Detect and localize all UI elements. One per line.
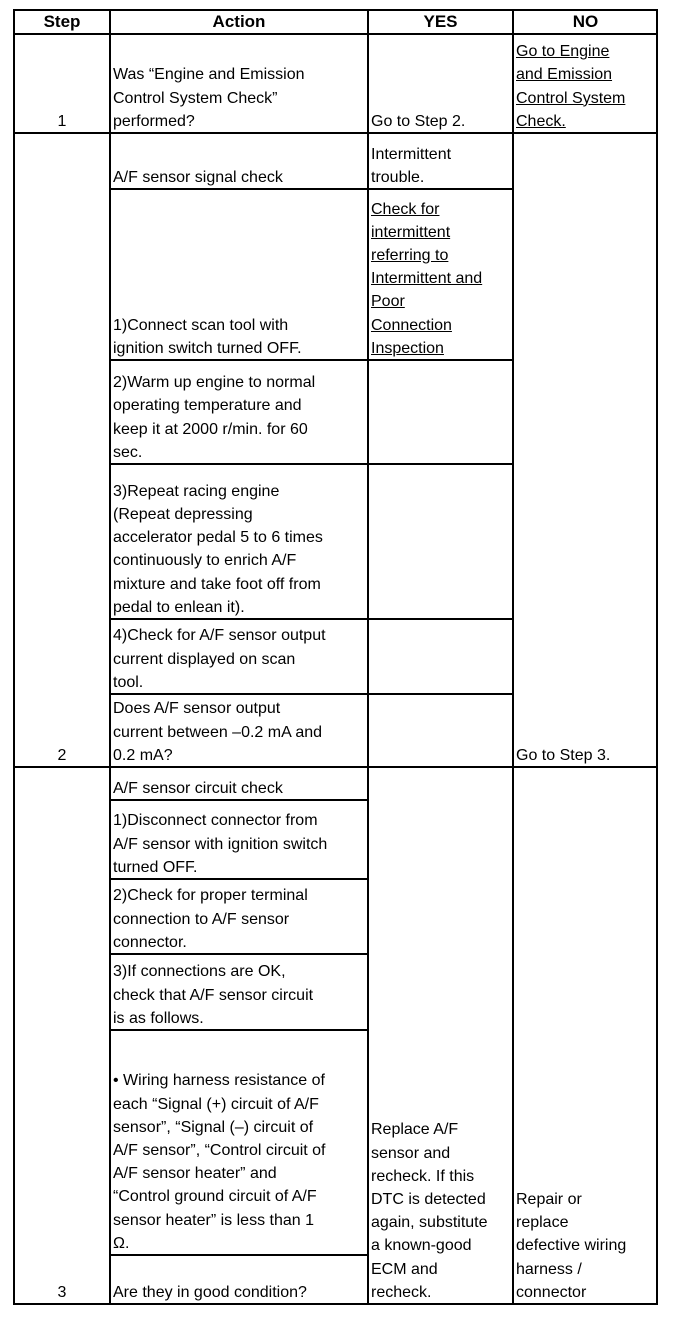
row2-action-2: 1)Connect scan tool with ignition switch turned OFF.: [113, 316, 302, 357]
row3-action-5: • Wiring harness resistance of each “Signal (+) circuit of A/F sensor”, “Signal (–) circuit of A/F sensor”, “Control circuit of A/F sensor heater” and “Control ground circuit of A/F sensor heater” is less than 1 Ω.: [113, 1072, 326, 1252]
row1-action: Was “Engine and Emission Control System Check” performed?: [113, 66, 305, 130]
rule-r3-c: [109, 953, 369, 955]
row2-yes-link[interactable]: Check for intermittent referring to Intermittent and Poor Connection Inspection: [371, 200, 483, 357]
rule-r3-d: [109, 1029, 369, 1031]
header-yes: YES: [423, 12, 458, 32]
row2-yes-1: Intermittent trouble.: [371, 145, 452, 186]
row2-action-4: 3)Repeat racing engine (Repeat depressing accelerator pedal 5 to 6 times continuously to enrich A/F mixture and take foot off from pedal to enlean it).: [113, 482, 323, 616]
border-right: [656, 9, 658, 1305]
row3-step: 3: [57, 1283, 67, 1301]
rule-r3-a: [109, 799, 369, 801]
row1-no-link[interactable]: Go to Engine and Emission Control System Check.: [516, 43, 626, 130]
rule-r2-b: [109, 359, 513, 361]
row2-action-3: 2)Warm up engine to normal operating temperature and keep it at 2000 r/min. for 60 sec.: [113, 374, 316, 461]
row2-action-5: 4)Check for A/F sensor output current displayed on scan tool.: [113, 627, 326, 691]
rule-r2-a: [109, 188, 513, 190]
row2-action-6: Does A/F sensor output current between –0.2 mA and 0.2 mA?: [113, 700, 323, 764]
header-no: NO: [572, 12, 599, 32]
rule-r3-e: [109, 1254, 369, 1256]
row2-action-1: A/F sensor signal check: [113, 168, 283, 186]
row2-no: Go to Step 3.: [516, 746, 611, 764]
row2-step: 2: [57, 746, 67, 764]
row3-action-1: A/F sensor circuit check: [113, 779, 283, 797]
rule-r3-b: [109, 878, 369, 880]
row1-yes: Go to Step 2.: [371, 112, 466, 130]
rule-r2-d: [109, 618, 513, 620]
col-rule-1: [109, 9, 111, 1305]
row3-action-3: 2)Check for proper terminal connection to A/F sensor connector.: [113, 887, 308, 951]
row3-action-2: 1)Disconnect connector from A/F sensor with ignition switch turned OFF.: [113, 812, 328, 876]
header-step: Step: [43, 12, 81, 32]
col-rule-2: [367, 9, 369, 1305]
row3-action-6: Are they in good condition?: [113, 1283, 307, 1301]
col-rule-3: [512, 9, 514, 1305]
header-action: Action: [212, 12, 266, 32]
row3-action-4: 3)If connections are OK, check that A/F sensor circuit is as follows.: [113, 963, 314, 1027]
border-left: [13, 9, 15, 1305]
rule-r2-e: [109, 693, 513, 695]
rule-r2-c: [109, 463, 513, 465]
row3-yes: Replace A/F sensor and recheck. If this DTC is detected again, substitute a known-good ECM and recheck.: [371, 1121, 488, 1301]
row3-no: Repair or replace defective wiring harness / connector: [516, 1190, 627, 1301]
row1-step: 1: [57, 112, 67, 130]
